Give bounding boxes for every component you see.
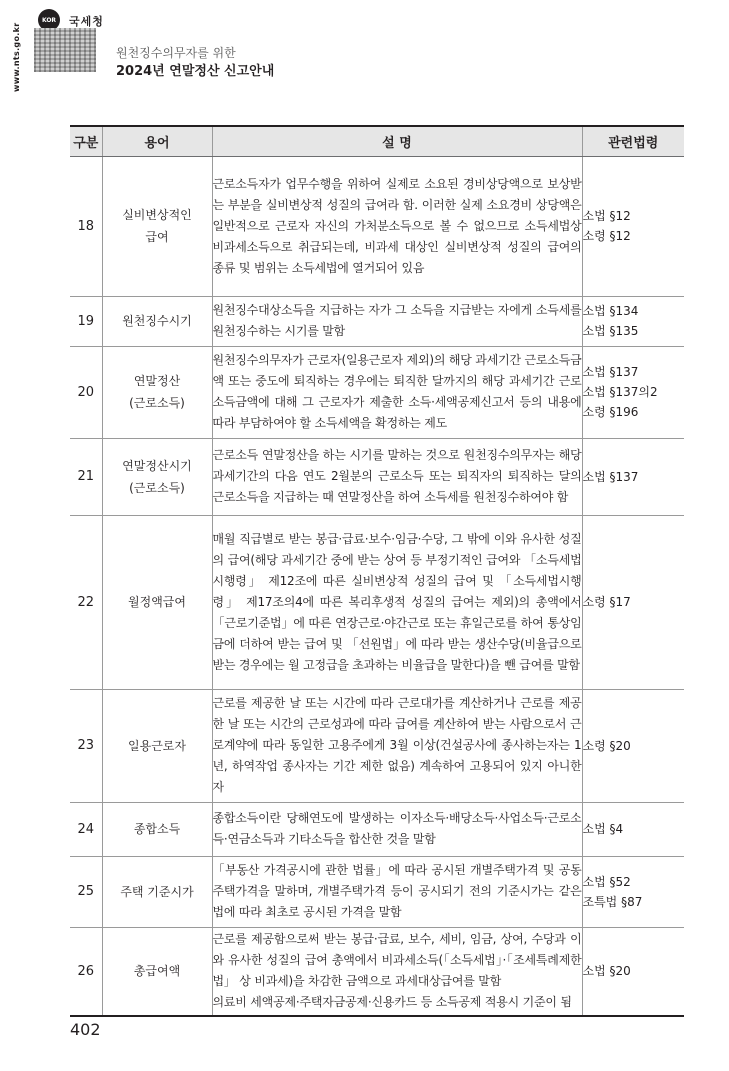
- law-text: 소법 §134 소법 §135: [582, 304, 639, 338]
- row-number: 20: [70, 346, 102, 438]
- law-text: 소법 §52 조특법 §87: [582, 874, 643, 909]
- table-row: [70, 856, 684, 927]
- row-number: 22: [70, 515, 102, 689]
- term-text: 월정액급여: [128, 595, 186, 609]
- term-name: [102, 802, 212, 856]
- term-description: 종합소득이란 당해연도에 발생하는 이자소득·배당소득·사업소득·근로소득·연금소득과 기타소득을 합산한 것을 말함: [212, 802, 582, 856]
- agency-name: 국세청: [69, 15, 104, 28]
- law-text: 소법 §12 소령 §12: [582, 209, 631, 243]
- term-text: 주택 기준시가: [120, 884, 194, 899]
- description-text: 근로를 제공함으로써 받는 봉급·급료, 보수, 세비, 임금, 상여, 수당과 이와 유사한 성질의 급여 총액에서 비과세소득(「소득세법」·「조세특례제한법」 상 비과세)을 차감한 금액으로 과세대상급여를 말함 의료비 세액공제·주택자금공제·신용카드 등 소득공제 적용시 기준이 됨: [212, 932, 582, 1010]
- term-description: 원천징수대상소득을 지급하는 자가 그 소득을 지급받는 자에게 소득세를 원천징수하는 시기를 말함: [212, 296, 582, 346]
- related-law: [582, 856, 684, 927]
- table-row: [70, 156, 684, 296]
- term-description: 원천징수의무자가 근로자(일용근로자 제외)의 해당 과세기간 근로소득금액 또는 중도에 퇴직하는 경우에는 퇴직한 달까지의 해당 과세기간 근로소득금액에 대해 그 근로자가 제출한 소득·세액공제신고서 등의 내용에 따라 부담하여야 할 소득세액을 확정하는 제도: [212, 346, 582, 438]
- row-number: 23: [70, 689, 102, 802]
- column-header-no: 구분: [70, 126, 102, 156]
- law-text: 소법 §137: [582, 469, 639, 484]
- term-name: [102, 346, 212, 438]
- term-description: 매월 직급별로 받는 봉급·급료·보수·임금·수당, 그 밖에 이와 유사한 성질의 급여(해당 과세기간 중에 받는 상여 등 부정기적인 급여와 「소득세법시행령」 제12조에 따른 실비변상적 성질의 급여 및 「소득세법시행령」 제17조의4에 따른 복리후생적 성질의 급여는 제외)의 총액에서 「근로기준법」에 따른 연장근로·야간근로 또는 휴일근로를 하여 통상임금에 더하여 받는 급여 및 「선원법」에 따라 받는 생산수당(비율급으로 받는 경우에는 월 고정급을 초과하는 비율급을 말한다)을 뺀 급여를 말함: [212, 515, 582, 689]
- related-law: [582, 346, 684, 438]
- law-text: 소령 §20: [582, 738, 631, 753]
- row-number: 21: [70, 438, 102, 515]
- related-law: [582, 802, 684, 856]
- term-description: 근로소득 연말정산을 하는 시기를 말하는 것으로 원천징수의무자는 해당 과세기간의 다음 연도 2월분의 근로소득 또는 퇴직자의 퇴직하는 달의 근로소득을 지급하는 때 연말정산을 하여 소득세를 원천징수하여야 함: [212, 438, 582, 515]
- law-text: 소법 §20: [582, 964, 631, 979]
- glossary-table: [70, 125, 684, 1017]
- term-name: [102, 156, 212, 296]
- term-text: 종합소득: [133, 822, 181, 836]
- related-law: [582, 156, 684, 296]
- doc-title: 2024년 연말정산 신고안내: [116, 64, 275, 79]
- term-text: 총급여액: [133, 964, 181, 979]
- column-header-description: 설 명: [212, 126, 582, 156]
- term-text: 연말정산시기 (근로소득): [122, 458, 192, 495]
- law-text: 소령 §17: [582, 595, 631, 609]
- related-law: [582, 438, 684, 515]
- related-law: [582, 689, 684, 802]
- table-row: [70, 515, 684, 689]
- law-text: 소법 §137 소법 §137의2 소령 §196: [582, 365, 658, 419]
- table-row: [70, 689, 684, 802]
- term-name: [102, 296, 212, 346]
- row-number: 25: [70, 856, 102, 927]
- table-row: [70, 346, 684, 438]
- column-header-law: 관련법령: [582, 126, 684, 156]
- row-number: 26: [70, 927, 102, 1016]
- law-text: 소법 §4: [582, 822, 624, 836]
- term-name: [102, 927, 212, 1016]
- table-row: [70, 296, 684, 346]
- term-name: [102, 515, 212, 689]
- term-text: 연말정산 (근로소득): [129, 374, 185, 410]
- related-law: [582, 927, 684, 1016]
- table-row: [70, 438, 684, 515]
- term-name: [102, 438, 212, 515]
- qr-code: [34, 28, 96, 72]
- term-description: [212, 927, 582, 1016]
- term-description: 근로를 제공한 날 또는 시간에 따라 근로대가를 계산하거나 근로를 제공한 날 또는 시간의 근로성과에 따라 급여를 계산하여 받는 사람으로서 근로계약에 따라 동일한 고용주에게 3월 이상(건설공사에 종사하는자는 1년, 하역작업 종사자는 기간 제한 없음) 계속하여 고용되어 있지 아니한 자: [212, 689, 582, 802]
- related-law: [582, 296, 684, 346]
- doc-subtitle: 원천징수의무자를 위한: [116, 46, 236, 60]
- term-name: [102, 856, 212, 927]
- term-text: 원천징수시기: [122, 314, 192, 328]
- term-name: [102, 689, 212, 802]
- term-text: 실비변상적인 급여: [122, 208, 192, 244]
- site-url-text: www.nts.go.kr: [12, 22, 21, 92]
- row-number: 24: [70, 802, 102, 856]
- related-law: [582, 515, 684, 689]
- row-number: 19: [70, 296, 102, 346]
- table-header-row: [70, 126, 684, 156]
- term-description: 「부동산 가격공시에 관한 법률」에 따라 공시된 개별주택가격 및 공동주택가격을 말하며, 개별주택가격 등이 공시되기 전의 기준시가는 같은 법에 따라 최초로 공시된 가격을 말함: [212, 856, 582, 927]
- table-row: [70, 802, 684, 856]
- term-text: 일용근로자: [128, 738, 186, 753]
- row-number: 18: [70, 156, 102, 296]
- column-header-term: 용어: [102, 126, 212, 156]
- page-number: 402: [70, 1020, 101, 1039]
- table-row: [70, 927, 684, 1016]
- logo-text: KOR: [41, 16, 57, 24]
- term-description: 근로소득자가 업무수행을 위하여 실제로 소요된 경비상당액으로 보상받는 부분을 실비변상적 성질의 급여라 함. 이러한 실제 소요경비 상당액은 일반적으로 근로자 자신의 가처분소득으로 볼 수 없으므로 소득세법상 비과세소득으로 취급되는데, 비과세 대상인 실비변상적 성질의 급여의 종류 및 범위는 소득세법에 열거되어 있음: [212, 156, 582, 296]
